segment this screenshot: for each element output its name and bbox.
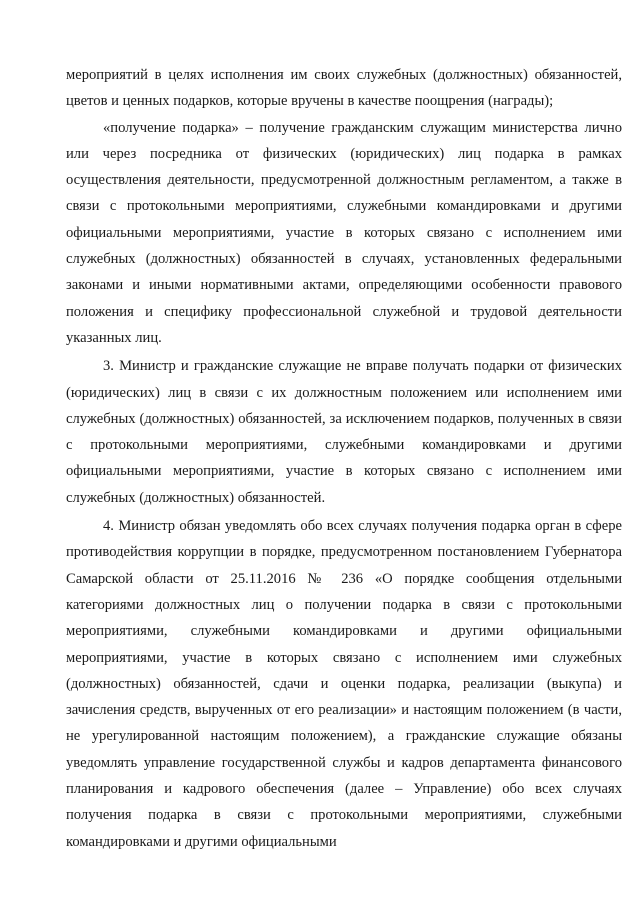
- document-body: [66, 62, 622, 855]
- paragraph-item-4: 4. Министр обязан уведомлять обо всех случаях получения подарка орган в сфере противодействия коррупции в порядке, предусмотренном постановлением Губернатора Самарской области от 25.11.2016 № 236 «О порядке сообщения отдельными категориями должностных лиц о получении подарка в связи с протокольными мероприятиями, служебными командировками и другими официальными мероприятиями, участие в которых связано с исполнением ими служебных (должностных) обязанностей, сдачи и оценки подарка, реализации (выкупа) и зачисления средств, вырученных от его реализации» и настоящим положением (в части, не урегулированной настоящим положением), а гражданские служащие обязаны уведомлять управление государственной службы и кадров департамента финансового планирования и кадрового обеспечения (далее – Управление) обо всех случаях получения подарка в связи с протокольными мероприятиями, служебными командировками и другими официальными: [66, 518, 622, 850]
- paragraph-item-3: 3. Министр и гражданские служащие не вправе получать подарки от физических (юридических) лиц в связи с их должностным положением или исполнением ими служебных (должностных) обязанностей, за исключением подарков, полученных в связи с протокольными мероприятиями, служебными командировками и другими официальными мероприятиями, участие в которых связано с исполнением ими служебных (должностных) обязанностей.: [66, 358, 622, 506]
- paragraph-continuation: мероприятий в целях исполнения им своих служебных (должностных) обязанностей, цветов и ценных подарков, которые вручены в качестве поощрения (награды);: [66, 67, 622, 110]
- paragraph-gift-receipt-definition: «получение подарка» – получение гражданским служащим министерства лично или через посредника от физических (юридических) лиц подарка в рамках осуществления деятельности, предусмотренной должностным регламентом, а также в связи с протокольными мероприятиями, служебными командировками и другими официальными мероприятиями, участие в которых связано с исполнением ими служебных (должностных) обязанностей в случаях, установленных федеральными законами и иными нормативными актами, определяющими особенности правового положения и специфику профессиональной служебной и трудовой деятельности указанных лиц.: [66, 119, 622, 346]
